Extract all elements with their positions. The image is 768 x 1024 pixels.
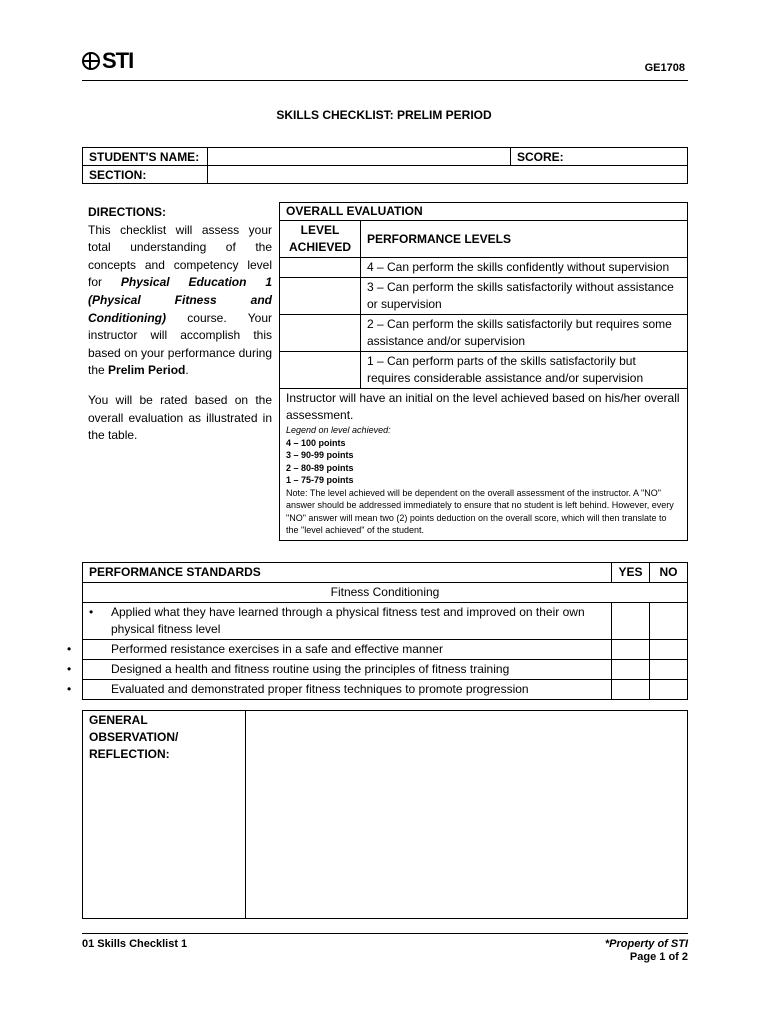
footer-right [605,938,688,964]
no-header: NO [650,563,688,583]
instructor-note: Instructor will have an initial on the level achieved based on his/her overall assessment. [286,391,680,422]
level-1-text: 1 – Can perform parts of the skills satisfactorily but requires considerable assistance and/or supervision [361,352,688,389]
page-number: Page 1 of 2 [629,951,688,963]
document-code: GE1708 [644,62,685,74]
globe-icon [82,52,100,70]
footer-divider [82,933,688,934]
directions-heading: DIRECTIONS: [88,205,166,219]
level-4-box[interactable] [280,258,361,278]
sti-logo [82,48,133,74]
legend-item: 2 – 80-89 points [286,462,354,473]
bullet-icon: • [67,682,72,696]
performance-standards-table [67,562,688,700]
bullet-icon: • [89,605,94,619]
evaluation-heading: OVERALL EVALUATION [280,203,688,221]
level-1-box[interactable] [280,352,361,389]
standard-text: Performed resistance exercises in a safe and effective manner [111,642,443,656]
legend-item: 1 – 75-79 points [286,475,354,485]
legend-item: 4 – 100 points [286,437,346,448]
section-heading: Fitness Conditioning [83,583,688,603]
score-cell[interactable] [511,148,688,166]
section-field[interactable] [208,166,688,184]
level-2-text: 2 – Can perform the skills satisfactorily but requires some assistance and/or supervision [361,315,688,352]
evaluation-notes [280,389,688,541]
page-title: SKILLS CHECKLIST: PRELIM PERIOD [276,108,492,122]
logo-text: STI [102,48,134,73]
table-row [83,603,688,640]
student-name-field[interactable] [208,148,511,166]
standard-text: Evaluated and demonstrated proper fitness techniques to promote progression [111,682,529,696]
overall-evaluation-table [279,202,688,541]
level-2-box[interactable] [280,315,361,352]
section-label: SECTION: [83,166,208,184]
bullet-icon: • [67,642,72,656]
bullet-icon: • [67,662,72,676]
no-checkbox[interactable] [650,603,688,640]
table-row [83,660,688,680]
directions-text-a: This checklist will assess your total understanding of the concepts and competency level for [88,222,272,290]
student-info-table [82,147,688,184]
level-3-text: 3 – Can perform the skills satisfactorily without assistance or supervision [361,278,688,315]
directions-text-c: . [185,363,189,378]
period-name: Prelim Period [108,363,186,378]
score-label: SCORE: [517,149,564,164]
observation-field[interactable] [246,711,688,919]
directions-paragraph-2: You will be rated based on the overall evaluation as illustrated in the table. [88,392,272,443]
observation-label: GENERAL OBSERVATION/ REFLECTION: [83,711,246,919]
no-checkbox[interactable] [650,660,688,680]
yes-checkbox[interactable] [612,603,650,640]
property-note: *Property of STI [604,938,688,950]
legend-title: Legend on level achieved: [286,425,391,435]
yes-checkbox[interactable] [612,640,650,660]
level-achieved-header: LEVEL ACHIEVED [280,221,361,258]
table-row [83,680,688,700]
legend-item: 3 – 90-99 points [286,450,354,460]
footer-doc-name: 01 Skills Checklist 1 [82,938,188,950]
no-checkbox[interactable] [650,680,688,700]
yes-checkbox[interactable] [612,680,650,700]
student-name-label: STUDENT'S NAME: [83,148,208,166]
evaluation-note: Note: The level achieved will be dependent on the overall assessment of the instructor. A "NO" answer should be addressed immediately to ensure that no student is left behind. However, every "NO" answer will mean two (2) points deduction on the overall score, which will then translate to the "level achieved" of the student. [286,487,674,535]
table-row [83,640,688,660]
performance-levels-header: PERFORMANCE LEVELS [361,221,688,258]
yes-header: YES [612,563,650,583]
level-3-box[interactable] [280,278,361,315]
no-checkbox[interactable] [650,640,688,660]
level-4-text: 4 – Can perform the skills confidently without supervision [361,258,688,278]
observation-table [82,710,688,919]
standard-text: Applied what they have learned through a physical fitness test and improved on their own physical fitness level [111,605,585,636]
yes-checkbox[interactable] [612,660,650,680]
directions-text-b: course. Your instructor will accomplish this based on your performance during the [88,310,272,378]
header-divider [82,80,688,81]
standards-heading: PERFORMANCE STANDARDS [83,563,612,583]
standard-text: Designed a health and fitness routine using the principles of fitness training [111,662,510,676]
course-name: Physical Education 1 (Physical Fitness and Conditioning) [88,275,272,325]
directions-block [88,204,272,457]
